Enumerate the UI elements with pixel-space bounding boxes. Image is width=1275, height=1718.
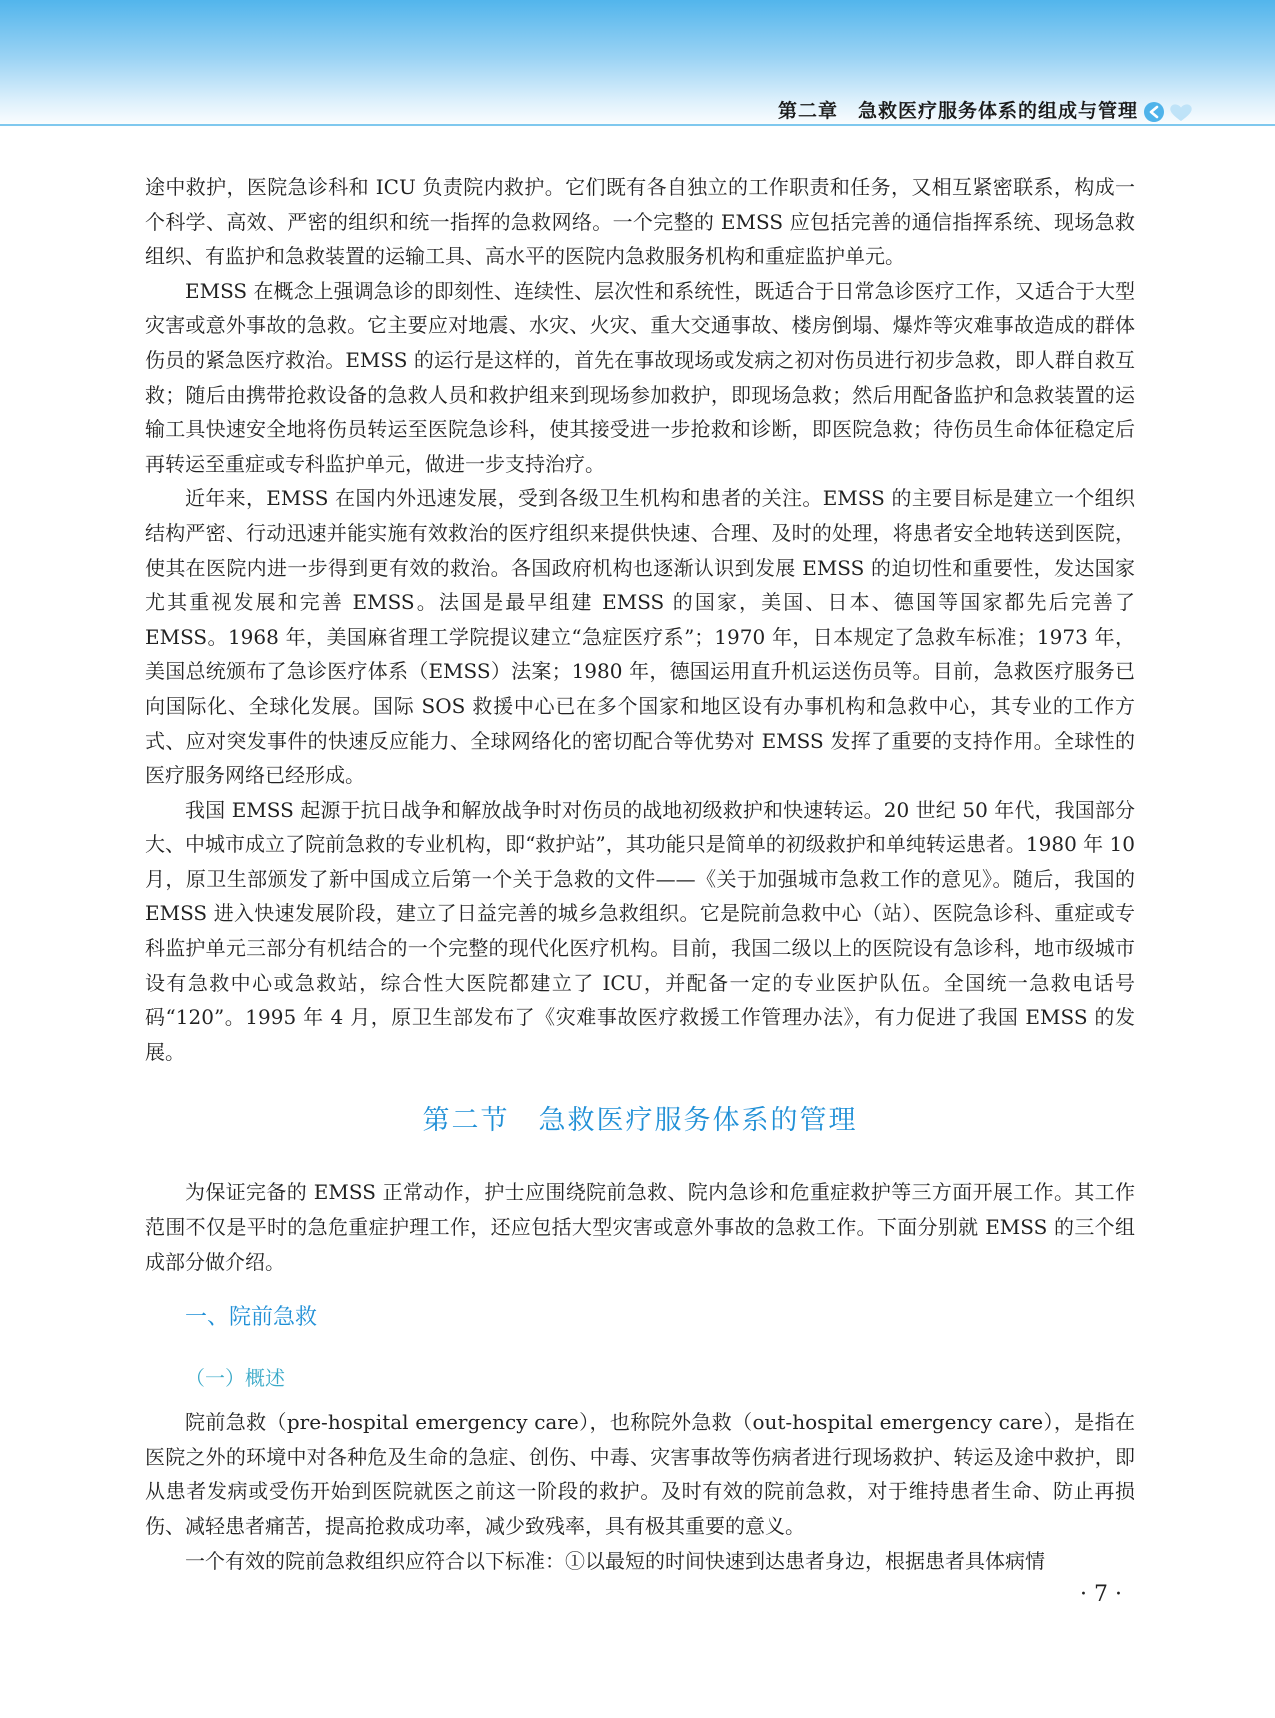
heart-icon <box>1170 104 1191 121</box>
paragraph-emss-china: 我国 EMSS 起源于抗日战争和解放战争时对伤员的战地初级救护和快速转运。20 世纪 50 年代，我国部分大、中城市成立了院前急救的专业机构，即“救护站”，其功能只是简单的初级救护和单纯转运患者。1980 年 10 月，原卫生部颁发了新中国成立后第一个关于急救的文件——《关于加强城市急救工作的意见》。随后，我国的 EMSS 进入快速发展阶段，建立了日益完善的城乡急救组织。它是院前急救中心（站）、医院急诊科、重症或专科监护单元三部分有机结合的一个完整的现代化医疗机构。目前，我国二级以上的医院设有急诊科，地市级城市设有急救中心或急救站，综合性大医院都建立了 ICU，并配备一定的专业医护队伍。全国统一急救电话号码“120”。1995 年 4 月，原卫生部发布了《灾难事故医疗救援工作管理办法》，有力促进了我国 EMSS 的发展。 <box>145 797 1135 1064</box>
paragraph-prehospital-definition: 院前急救（pre-hospital emergency care），也称院外急救（out-hospital emergency care），是指在医院之外的环境中对各种危及生命的急症、创伤、中毒、灾害事故等伤病者进行现场救护、转运及途中救护，即从患者发病或受伤开始到医院就医之前这一阶段的救护。及时有效的院前急救，对于维持患者生命、防止再损伤、减轻患者痛苦，提高抢救成功率，减少致残率，具有极其重要的意义。 <box>145 1410 1135 1538</box>
page-number: · 7 · <box>1080 1582 1122 1607</box>
page-content <box>145 170 1135 1578</box>
section-title: 第二节 急救医疗服务体系的管理 <box>422 1105 858 1137</box>
chapter-title: 第二章 急救医疗服务体系的组成与管理 <box>777 100 1138 122</box>
heading-overview: （一）概述 <box>185 1366 285 1391</box>
paragraph-continuation: 途中救护，医院急诊科和 ICU 负责院内救护。它们既有各自独立的工作职责和任务，又相互紧密联系，构成一个科学、高效、严密的组织和统一指挥的急救网络。一个完整的 EMSS 应包括完善的通信指挥系统、现场急救组织、有监护和急救装置的运输工具、高水平的医院内急救服务机构和重症监护单元。 <box>145 175 1135 269</box>
paragraph-emss-concept: EMSS 在概念上强调急诊的即刻性、连续性、层次性和系统性，既适合于日常急诊医疗工作，又适合于大型灾害或意外事故的急救。它主要应对地震、水灾、火灾、重大交通事故、楼房倒塌、爆炸等灾难事故造成的群体伤员的紧急医疗救治。EMSS 的运行是这样的，首先在事故现场或发病之初对伤员进行初步急救，即人群自救互救；随后由携带抢救设备的急救人员和救护组来到现场参加救护，即现场急救；然后用配备监护和急救装置的运输工具快速安全地将伤员转运至医院急诊科，使其接受进一步抢救和诊断，即医院急救；待伤员生命体征稳定后再转运至重症或专科监护单元，做进一步支持治疗。 <box>145 278 1135 476</box>
arrow-circle-icon <box>1144 102 1164 122</box>
header-icons <box>1143 100 1199 124</box>
heading-prehospital: 一、院前急救 <box>185 1305 318 1331</box>
paragraph-prehospital-standards: 一个有效的院前急救组织应符合以下标准：①以最短的时间快速到达患者身边，根据患者具体病情 <box>185 1548 1045 1573</box>
paragraph-section-intro: 为保证完备的 EMSS 正常动作，护士应围绕院前急救、院内急诊和危重症救护等三方面开展工作。其工作范围不仅是平时的急危重症护理工作，还应包括大型灾害或意外事故的急救工作。下面分别就 EMSS 的三个组成部分做介绍。 <box>145 1180 1135 1274</box>
header-rule <box>0 124 1275 126</box>
paragraph-emss-development: 近年来，EMSS 在国内外迅速发展，受到各级卫生机构和患者的关注。EMSS 的主要目标是建立一个组织结构严密、行动迅速并能实施有效救治的医疗组织来提供快速、合理、及时的处理，将患者安全地转送到医院，使其在医院内进一步得到更有效的救治。各国政府机构也逐渐认识到发展 EMSS 的迫切性和重要性，发达国家尤其重视发展和完善 EMSS。法国是最早组建 EMSS 的国家，美国、日本、德国等国家都先后完善了 EMSS。1968 年，美国麻省理工学院提议建立“急症医疗系”；1970 年，日本规定了急救车标准；1973 年，美国总统颁布了急诊医疗体系（EMSS）法案；1980 年，德国运用直升机运送伤员等。目前，急救医疗服务已向国际化、全球化发展。国际 SOS 救援中心已在多个国家和地区设有办事机构和急救中心，其专业的工作方式、应对突发事件的快速反应能力、全球网络化的密切配合等优势对 EMSS 发挥了重要的支持作用。全球性的医疗服务网络已经形成。 <box>145 486 1135 788</box>
